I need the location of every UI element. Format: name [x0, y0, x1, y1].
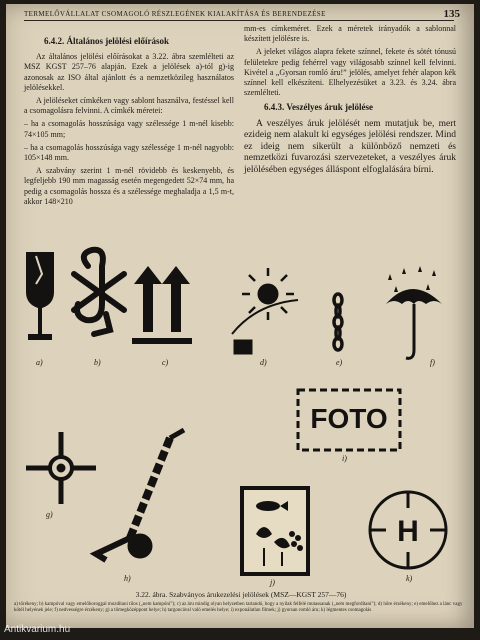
label-f: f) [430, 358, 435, 367]
paragraph: mm-es címkeméret. Ezek a méretek irányadók a sablonnal készített jelölésre is. [244, 24, 456, 44]
label-c: c) [162, 358, 169, 367]
paragraph: A jelöléseket címkéken vagy sablont használva, festéssel kell a csomagolásra felvinni. A címkék méretei: [24, 96, 234, 116]
perishable-goods-icon [242, 488, 308, 574]
label-k: k) [406, 574, 413, 583]
label-e: e) [336, 358, 343, 367]
keep-away-from-heat-icon [232, 268, 298, 354]
label-a: a) [36, 358, 43, 367]
paragraph: Az általános jelölési előírásokat a 3.22. ábra szemlélteti az MSZ KGST 257–76 alapján. Ezek a jelölések a)-tól g)-ig azonosak az ISO által ajánlott és a nemzetközileg használatos jelölésekkel. [24, 52, 234, 92]
fragile-glass-icon [26, 252, 54, 340]
running-head: TERMELŐVÁLLALAT CSOMAGOLÓ RÉSZLEGÉNEK KIALAKÍTÁSA ÉS BERENDEZÉSE [24, 10, 454, 21]
paragraph: A szabvány szerint 1 m-nél rövidebb és keskenyebb, és legfeljebb 190 mm magasság esetén megengedett 52×74 mm, ha pedig a csomagolás hossza és a szélessége meghaladja a 1,5 m-t, akkor 148×210 [24, 166, 234, 206]
figure-caption: 3.22. ábra. Szabványos árukezelési jelölések (MSZ—KGST 257—76) [135, 590, 347, 599]
label-d: d) [260, 358, 267, 367]
label-h: h) [124, 574, 131, 583]
section-heading-6-4-3: 6.4.3. Veszélyes áruk jelölése [264, 102, 373, 113]
label-g: g) [46, 510, 53, 519]
book-page [6, 4, 474, 628]
section-heading-6-4-2: 6.4.2. Általános jelölési előírások [44, 36, 169, 46]
list-item: – ha a csomagolás hosszúsága vagy szélessége 1 m-nél nagyobb: 105×148 mm. [24, 142, 234, 163]
list-item: – ha a csomagolás hosszúsága vagy szélessége 1 m-nél kisebb: 74×105 mm; [24, 119, 234, 139]
figure-legend: a) törékeny; b) kampóval vagy emelőhoroggal mozdítani tilos („nem kampóni”); c) az áru mindig olyan helyzetben tartandó, hogy a nyilak felfelé mutassanak („nem megfordítani”); d) hőre érzékeny; e) emelőhez a lánc vagy kötél helyének jele; f) nedvességre érzékeny; g) a tömegközéppont helye; h) targoncával való emelés helye; i) exponálatlan filmek; j) gyorsan romló áru; k) légmentes csomagolás [14, 602, 463, 613]
page-number: 135 [443, 8, 460, 20]
airtight-packaging-icon [370, 492, 446, 568]
keep-dry-umbrella-icon [386, 266, 442, 358]
label-i: i) [342, 454, 347, 463]
label-b: b) [94, 358, 101, 367]
foto-text: FOTO [310, 403, 388, 434]
handling-symbols-figure [6, 4, 474, 628]
label-j: j) [270, 578, 275, 587]
paragraph: A veszélyes áruk jelölését nem mutatjuk be, mert ezideig nem alakult ki egységes jelölési rendszer. Mind ez ideig nem sikerült a különböző nemzeti és nemzetközi fuvarozási szervezeteket, a veszélyes áruk jelölésében egységes álláspont elfoglalására bírni. [244, 118, 456, 175]
foto-icon [298, 390, 400, 450]
watermark: Antikvarium.hu [4, 624, 71, 635]
paragraph: A jeleket világos alapra fekete színnel, fekete és sötét tónusú felületekre pedig fehérrel vagy világosabb színnel kell felvinni. Kivétel a „Gyorsan romló áru!” jelölés, amelyet fehér alapon kék színnel kell elkészíteni. Elhelyezésüket a 3.23. és 3.24. ábra szemlélteti. [244, 47, 456, 98]
h-text: H [397, 515, 419, 548]
no-hooks-icon [74, 250, 124, 334]
hand-truck-icon [96, 430, 184, 560]
this-way-up-icon [132, 266, 192, 344]
centre-of-gravity-icon [26, 432, 96, 504]
sling-here-chain-icon [334, 294, 342, 350]
